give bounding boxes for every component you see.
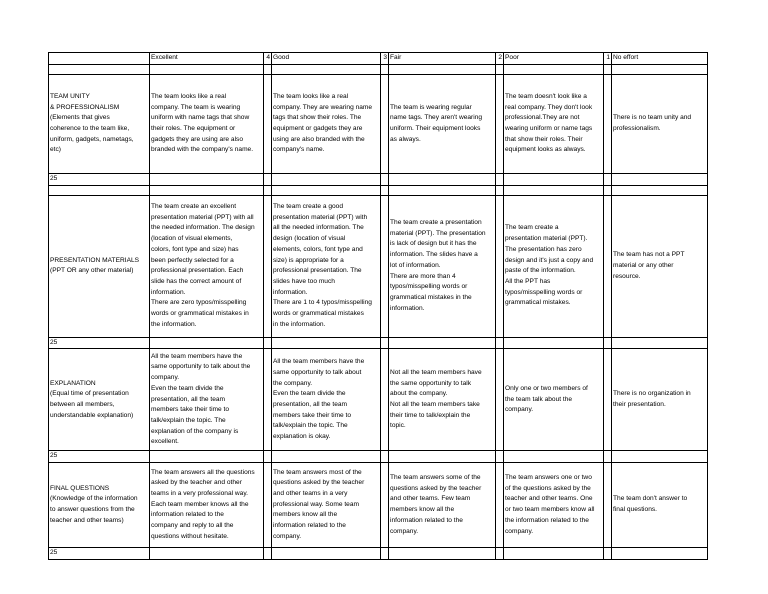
- header-corner-cell: [49, 53, 150, 65]
- descriptor-good: All the team members have the same opportunity to talk about the company. Even the team divide the presentation, all the team members take their time to talk/explain the topic. The explanation is okay.: [272, 349, 381, 451]
- level-points-poor: 1: [604, 53, 612, 65]
- points-spacer: [604, 349, 612, 451]
- criterion-score: 25: [49, 337, 150, 349]
- rubric-table: [48, 52, 708, 560]
- descriptor-no-effort: There is no organization in their presentation.: [612, 349, 708, 451]
- criterion-score: 25: [49, 451, 150, 463]
- level-points-good: 3: [381, 53, 389, 65]
- points-spacer: [604, 463, 612, 548]
- score-row: [49, 337, 708, 349]
- descriptor-poor: Only one or two members of the team talk about the company.: [504, 349, 604, 451]
- points-spacer: [264, 463, 272, 548]
- descriptor-excellent: All the team members have the same opportunity to talk about the company. Even the team divide the presentation, all the team members take their time to talk/explain the topic. The explanation of the company is excellent.: [150, 349, 264, 451]
- descriptor-no-effort: The team don't answer to final questions.: [612, 463, 708, 548]
- score-row: [49, 451, 708, 463]
- criterion-score: 25: [49, 174, 150, 186]
- spacer-row: [49, 185, 708, 195]
- descriptor-poor: The team create a presentation material (PPT). The presentation has zero design and it's just a copy and paste of the information. All the PPT has typos/misspelling words or grammatical mistakes.: [504, 195, 604, 337]
- points-spacer: [381, 195, 389, 337]
- criterion-score: 25: [49, 548, 150, 560]
- points-spacer: [381, 463, 389, 548]
- points-spacer: [604, 75, 612, 174]
- points-spacer: [496, 349, 504, 451]
- descriptor-no-effort: The team has not a PPT material or any other resource.: [612, 195, 708, 337]
- level-label-fair: Fair: [389, 53, 496, 65]
- score-row: [49, 548, 708, 560]
- level-label-poor: Poor: [504, 53, 604, 65]
- points-spacer: [381, 75, 389, 174]
- descriptor-poor: The team answers one or two of the questions asked by the teacher and other teams. One or two team members know all the information related to the company.: [504, 463, 604, 548]
- criterion-row-team-unity: [49, 75, 708, 174]
- criterion-label: PRESENTATION MATERIALS (PPT OR any other material): [49, 195, 150, 337]
- points-spacer: [381, 349, 389, 451]
- score-row: [49, 174, 708, 186]
- criterion-row-explanation: [49, 349, 708, 451]
- points-spacer: [264, 349, 272, 451]
- descriptor-fair: The team is wearing regular name tags. They aren't wearing uniform. Their equipment looks as always.: [389, 75, 496, 174]
- descriptor-excellent: The team create an excellent presentation material (PPT) with all the needed information. The design (location of visual elements, colors, font type and size) has been perfectly selected for a professional presentation. Each slide has the correct amount of information. There are zero typos/misspelling words or grammatical mistakes in the information.: [150, 195, 264, 337]
- points-spacer: [496, 463, 504, 548]
- level-label-no-effort: No effort: [612, 53, 708, 65]
- level-label-good: Good: [272, 53, 381, 65]
- level-points-excellent: 4: [264, 53, 272, 65]
- criterion-row-presentation-materials: [49, 195, 708, 337]
- points-spacer: [496, 75, 504, 174]
- points-spacer: [496, 195, 504, 337]
- spacer-row: [49, 65, 708, 75]
- points-spacer: [264, 75, 272, 174]
- descriptor-good: The team answers most of the questions asked by the teacher and other teams in a very professional way. Some team members know all the information related to the company.: [272, 463, 381, 548]
- descriptor-poor: The team doesn't look like a real company. They don't look professional.They are not wearing uniform or name tags that show their roles. Their equipment looks as always.: [504, 75, 604, 174]
- criterion-label: TEAM UNITY & PROFESSIONALISM (Elements that gives coherence to the team like, uniform, gadgets, nametags, etc): [49, 75, 150, 174]
- descriptor-excellent: The team looks like a real company. The team is wearing uniform with name tags that show their roles. The equipment or gadgets they are using are also branded with the company's name.: [150, 75, 264, 174]
- points-spacer: [604, 195, 612, 337]
- descriptor-fair: The team answers some of the questions asked by the teacher and other teams. Few team members know all the information related to the company.: [389, 463, 496, 548]
- descriptor-no-effort: There is no team unity and professionalism.: [612, 75, 708, 174]
- descriptor-fair: Not all the team members have the same opportunity to talk about the company. Not all the team members take their time to talk/explain the topic.: [389, 349, 496, 451]
- descriptor-good: The team looks like a real company. They are wearing name tags that show their roles. The equipment or gadgets they are using are also branded with the company's name.: [272, 75, 381, 174]
- points-spacer: [264, 195, 272, 337]
- descriptor-fair: The team create a presentation material (PPT). The presentation is lack of design but it has the information. The slides have a lot of information. There are more than 4 typos/misspelling words or grammatical mistakes in the information.: [389, 195, 496, 337]
- criterion-row-final-questions: [49, 463, 708, 548]
- criterion-label: FINAL QUESTIONS (Knowledge of the information to answer questions from the teacher and other teams): [49, 463, 150, 548]
- descriptor-good: The team create a good presentation material (PPT) with all the needed information. The design (location of visual elements, colors, font type and size) is appropriate for a professional presentation. The slides have too much information. There are 1 to 4 typos/misspelling words or grammatical mistakes in the information.: [272, 195, 381, 337]
- level-label-excellent: Excellent: [150, 53, 264, 65]
- header-row: [49, 53, 708, 65]
- criterion-label: EXPLANATION (Equal time of presentation between all members, understandable explanation): [49, 349, 150, 451]
- level-points-fair: 2: [496, 53, 504, 65]
- descriptor-excellent: The team answers all the questions asked by the teacher and other teams in a very professional way. Each team member knows all the information related to the company and reply to all the questions without hesitate.: [150, 463, 264, 548]
